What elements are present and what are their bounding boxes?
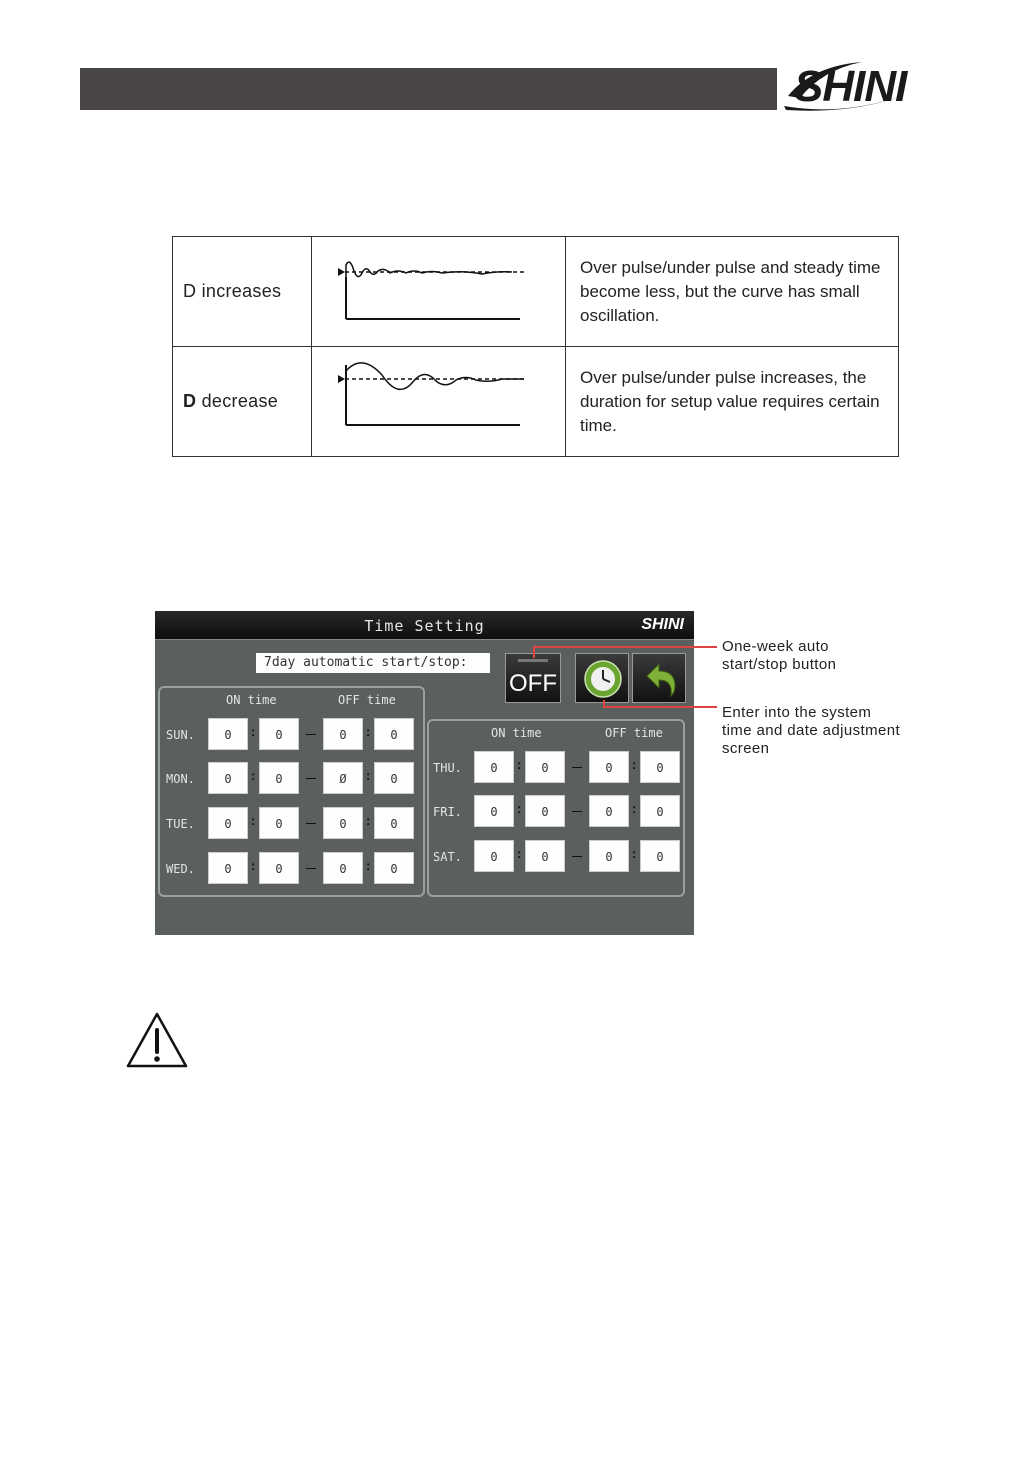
time-separator: : xyxy=(366,768,371,783)
back-arrow-icon xyxy=(639,658,681,700)
off-minute-field[interactable]: 0 xyxy=(374,718,414,750)
time-separator: : xyxy=(517,846,522,861)
time-separator: : xyxy=(632,801,637,816)
range-dash xyxy=(306,734,316,735)
pid-effect-table xyxy=(172,236,899,457)
off-hour-field[interactable]: 0 xyxy=(589,840,629,872)
day-label: SUN. xyxy=(166,728,195,742)
day-label: TUE. xyxy=(166,817,195,831)
hmi-logo: SHINI xyxy=(641,616,684,633)
leader-line-auto-tick xyxy=(533,646,535,658)
off-hour-field[interactable]: 0 xyxy=(589,751,629,783)
warning-triangle-icon xyxy=(124,1010,190,1070)
on-minute-field[interactable]: 0 xyxy=(259,852,299,884)
logo-text: SHINI xyxy=(794,62,907,111)
response-curve-large-oscillation xyxy=(312,347,565,451)
time-separator: : xyxy=(632,846,637,861)
leader-line-clock xyxy=(603,706,717,708)
screen-title: Time Setting xyxy=(364,617,485,635)
time-separator: : xyxy=(251,768,256,783)
range-dash xyxy=(572,856,582,857)
annotation-line: Enter into the system xyxy=(722,704,872,721)
row-description: Over pulse/under pulse and steady time become less, but the curve has small oscillation. xyxy=(566,237,899,347)
shini-logo xyxy=(782,56,952,116)
time-separator: : xyxy=(517,757,522,772)
annotation-line: screen xyxy=(722,740,770,757)
leader-line-clock-tick xyxy=(603,700,605,708)
annotation-auto-button xyxy=(722,638,836,674)
day-label: WED. xyxy=(166,862,195,876)
row-label xyxy=(173,347,312,457)
time-separator: : xyxy=(251,724,256,739)
annotation-clock-button xyxy=(722,704,900,758)
leader-line-auto xyxy=(533,646,717,648)
off-hour-field[interactable]: 0 xyxy=(589,795,629,827)
off-hour-field[interactable]: Ø xyxy=(323,762,363,794)
range-dash xyxy=(306,868,316,869)
off-hour-field[interactable]: 0 xyxy=(323,718,363,750)
range-dash xyxy=(572,767,582,768)
day-label: SAT. xyxy=(433,850,462,864)
table-row xyxy=(173,347,899,457)
on-time-header: ON time xyxy=(226,693,277,707)
off-minute-field[interactable]: 0 xyxy=(640,840,680,872)
row-label-bold: D xyxy=(183,391,197,411)
on-time-header: ON time xyxy=(491,726,542,740)
off-time-header: OFF time xyxy=(338,693,396,707)
off-button-label: OFF xyxy=(509,670,557,697)
time-separator: : xyxy=(632,757,637,772)
annotation-line: time and date adjustment xyxy=(722,722,901,739)
on-hour-field[interactable]: 0 xyxy=(474,751,514,783)
on-minute-field[interactable]: 0 xyxy=(525,751,565,783)
annotation-line: start/stop button xyxy=(722,656,837,673)
button-indicator xyxy=(518,659,548,662)
annotation-line: One-week auto xyxy=(722,638,829,655)
on-minute-field[interactable]: 0 xyxy=(259,762,299,794)
on-minute-field[interactable]: 0 xyxy=(525,840,565,872)
on-minute-field[interactable]: 0 xyxy=(259,718,299,750)
weekday-group-left xyxy=(158,686,425,897)
range-dash xyxy=(572,811,582,812)
off-minute-field[interactable]: 0 xyxy=(640,795,680,827)
off-hour-field[interactable]: 0 xyxy=(323,807,363,839)
row-label: D increases xyxy=(173,237,312,347)
header-bar xyxy=(80,68,777,110)
response-graph-d-decrease xyxy=(312,347,566,457)
on-minute-field[interactable]: 0 xyxy=(525,795,565,827)
off-minute-field[interactable]: 0 xyxy=(374,852,414,884)
auto-start-stop-label: 7day automatic start/stop: xyxy=(256,653,490,673)
time-separator: : xyxy=(251,813,256,828)
on-hour-field[interactable]: 0 xyxy=(474,795,514,827)
off-minute-field[interactable]: 0 xyxy=(374,807,414,839)
time-separator: : xyxy=(366,813,371,828)
response-curve-small-oscillation xyxy=(312,237,565,341)
day-label: FRI. xyxy=(433,805,462,819)
time-separator: : xyxy=(366,724,371,739)
time-separator: : xyxy=(251,858,256,873)
system-time-button[interactable] xyxy=(575,653,629,703)
table-row xyxy=(173,237,899,347)
on-hour-field[interactable]: 0 xyxy=(474,840,514,872)
response-graph-d-increase xyxy=(312,237,566,347)
time-separator: : xyxy=(517,801,522,816)
weekday-group-right xyxy=(427,719,685,897)
back-button[interactable] xyxy=(632,653,686,703)
day-label: THU. xyxy=(433,761,462,775)
row-label-rest: decrease xyxy=(196,391,279,411)
clock-icon xyxy=(582,658,624,700)
on-hour-field[interactable]: 0 xyxy=(208,807,248,839)
range-dash xyxy=(306,823,316,824)
title-bar xyxy=(155,611,694,640)
on-minute-field[interactable]: 0 xyxy=(259,807,299,839)
auto-start-stop-button[interactable] xyxy=(505,653,561,703)
time-separator: : xyxy=(366,858,371,873)
on-hour-field[interactable]: 0 xyxy=(208,718,248,750)
row-description: Over pulse/under pulse increases, the duration for setup value requires certain time. xyxy=(566,347,899,457)
off-hour-field[interactable]: 0 xyxy=(323,852,363,884)
day-label: MON. xyxy=(166,772,195,786)
time-setting-screen xyxy=(155,611,694,935)
on-hour-field[interactable]: 0 xyxy=(208,762,248,794)
off-minute-field[interactable]: 0 xyxy=(374,762,414,794)
off-time-header: OFF time xyxy=(605,726,663,740)
range-dash xyxy=(306,778,316,779)
on-hour-field[interactable]: 0 xyxy=(208,852,248,884)
off-minute-field[interactable]: 0 xyxy=(640,751,680,783)
